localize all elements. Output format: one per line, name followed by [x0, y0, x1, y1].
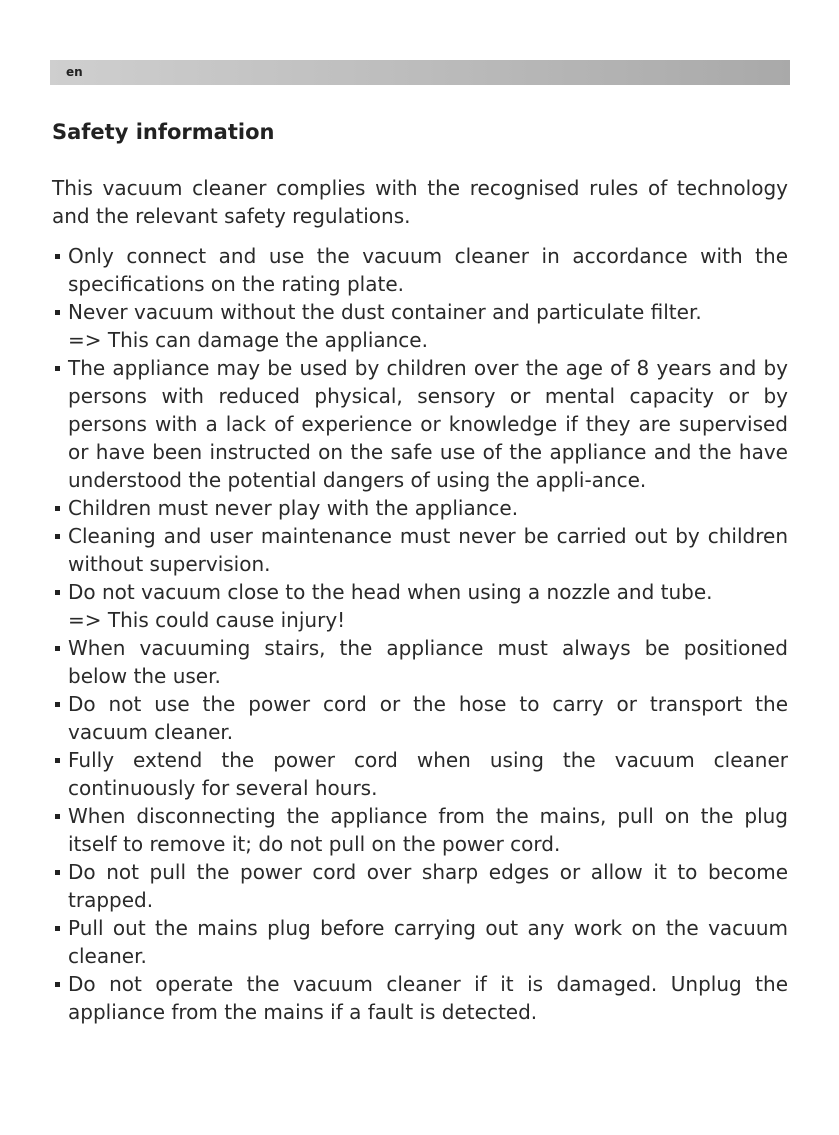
item-text: When vacuuming stairs, the appliance must always be positioned below the user. [68, 636, 788, 688]
item-note: => This can damage the appliance. [68, 328, 428, 352]
list-item [52, 970, 788, 1026]
bullet-icon [55, 758, 60, 763]
intro-paragraph: This vacuum cleaner complies with the recognised rules of technology and the relevant safety regulations. [52, 176, 788, 228]
language-code: en [66, 65, 83, 79]
bullet-icon [55, 534, 60, 539]
item-text: Do not pull the power cord over sharp edges or allow it to become trapped. [68, 860, 788, 912]
list-item [52, 354, 788, 494]
item-text: When disconnecting the appliance from the mains, pull on the plug itself to remove it; do not pull on the power cord. [68, 804, 788, 856]
bullet-icon [55, 814, 60, 819]
list-item [52, 746, 788, 802]
bullet-icon [55, 870, 60, 875]
bullet-icon [55, 926, 60, 931]
item-text: Children must never play with the appliance. [68, 496, 519, 520]
item-text: Cleaning and user maintenance must never be carried out by children without supervision. [68, 524, 788, 576]
item-text: Never vacuum without the dust container and particulate filter. [68, 300, 702, 324]
list-item [52, 690, 788, 746]
item-text: Only connect and use the vacuum cleaner in accordance with the specifications on the rating plate. [68, 244, 788, 296]
item-text: The appliance may be used by children over the age of 8 years and by persons with reduced physical, sensory or mental capacity or by persons with a lack of experience or knowledge if they are supervised or have been instructed on the safe use of the appliance and the have understood the potential dangers of using the appli-ance. [68, 356, 788, 492]
bullet-icon [55, 646, 60, 651]
item-note: => This could cause injury! [68, 608, 346, 632]
list-item [52, 634, 788, 690]
list-item [52, 494, 788, 522]
list-item [52, 914, 788, 970]
bullet-icon [55, 702, 60, 707]
list-item [52, 858, 788, 914]
bullet-icon [55, 982, 60, 987]
bullet-icon [55, 506, 60, 511]
bullet-icon [55, 590, 60, 595]
bullet-icon [55, 310, 60, 315]
item-text: Do not operate the vacuum cleaner if it is damaged. Unplug the appliance from the mains if a fault is detected. [68, 972, 788, 1024]
item-text: Fully extend the power cord when using the vacuum cleaner continuously for several hours. [68, 748, 788, 800]
list-item [52, 242, 788, 298]
item-text: Pull out the mains plug before carrying out any work on the vacuum cleaner. [68, 916, 788, 968]
list-item [52, 802, 788, 858]
language-header-bar [50, 60, 790, 85]
item-text: Do not vacuum close to the head when using a nozzle and tube. [68, 580, 713, 604]
list-item [52, 298, 788, 354]
safety-list [52, 242, 788, 1026]
section-title: Safety information [52, 120, 275, 144]
list-item [52, 578, 788, 634]
list-item [52, 522, 788, 578]
item-text: Do not use the power cord or the hose to carry or transport the vacuum cleaner. [68, 692, 788, 744]
bullet-icon [55, 254, 60, 259]
bullet-icon [55, 366, 60, 371]
